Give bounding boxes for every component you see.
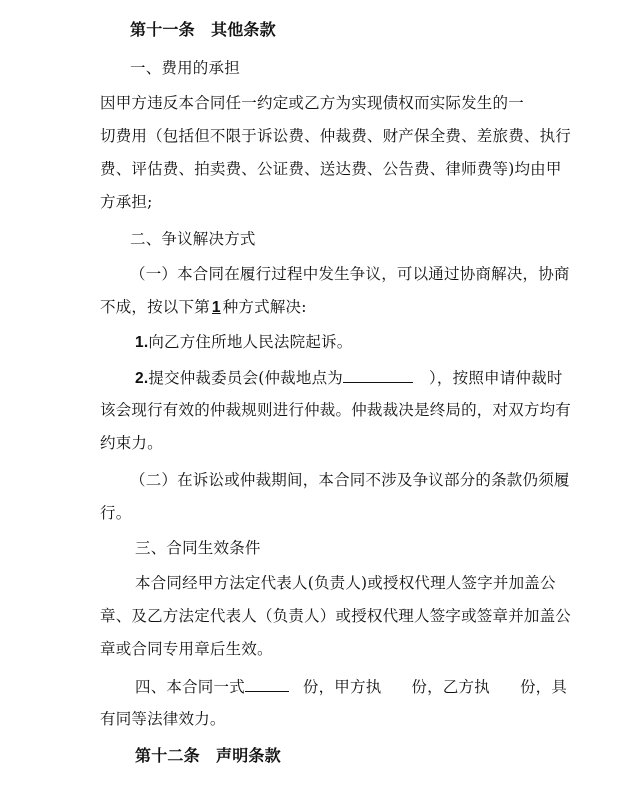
- option-2-line: [135, 367, 563, 389]
- copies-line: [135, 676, 567, 697]
- option-text: ），按照申请仲裁时: [428, 369, 563, 387]
- paragraph-line: （一）本合同在履行过程中发生争议，可以通过协商解决，协商: [130, 265, 570, 283]
- text-segment: 四、本合同一式: [135, 678, 245, 696]
- paragraph-line: （二）在诉讼或仲裁期间，本合同不涉及争议部分的条款仍须履: [130, 471, 570, 489]
- arbitration-location-blank[interactable]: [343, 367, 413, 383]
- section-3-heading: 三、合同生效条件: [135, 539, 261, 557]
- paragraph-line: 该会现行有效的仲裁规则进行仲裁。仲裁裁决是终局的，对双方均有: [100, 401, 572, 419]
- selected-option-number: 1: [211, 299, 221, 316]
- option-number: 2.: [135, 370, 149, 387]
- text-segment: 不成，按以下第: [100, 298, 210, 316]
- option-text: 向乙方住所地人民法院起诉。: [148, 333, 353, 351]
- paragraph-line: 有同等法律效力。: [100, 710, 226, 728]
- paragraph-line: 因甲方违反本合同任一约定或乙方为实现债权而实际发生的一: [100, 94, 524, 112]
- paragraph-line: 切费用（包括但不限于诉讼费、仲裁费、财产保全费、差旅费、执行: [100, 127, 572, 145]
- paragraph-line: [100, 297, 307, 318]
- section-1-heading: 一、费用的承担: [130, 59, 240, 77]
- text-segment: 种方式解决:: [222, 298, 307, 316]
- text-segment: 份，具: [519, 678, 568, 696]
- paragraph-line: 本合同经甲方法定代表人(负责人)或授权代理人签字并加盖公: [135, 574, 556, 592]
- paragraph-line: 章或合同专用章后生效。: [100, 640, 273, 658]
- option-1-line: [135, 332, 352, 353]
- paragraph-line: 约束力。: [100, 434, 163, 452]
- text-segment: 份，甲方执: [302, 678, 382, 696]
- option-text: 提交仲裁委员会(仲裁地点为: [148, 369, 343, 387]
- paragraph-line: 方承担;: [100, 193, 153, 211]
- paragraph-line: 费、评估费、拍卖费、公证费、送达费、公告费、律师费等)均由甲: [100, 160, 562, 178]
- section-2-heading: 二、争议解决方式: [130, 230, 256, 248]
- option-number: 1.: [135, 334, 149, 351]
- paragraph-line: 章、及乙方法定代表人（负责人）或授权代理人签字或签章并加盖公: [100, 607, 572, 625]
- article-12-title: 第十二条 声明条款: [135, 746, 281, 765]
- total-copies-blank[interactable]: [245, 676, 289, 692]
- paragraph-line: 行。: [100, 504, 132, 522]
- text-segment: 份，乙方执: [411, 678, 490, 696]
- article-11-title: 第十一条 其他条款: [130, 20, 276, 39]
